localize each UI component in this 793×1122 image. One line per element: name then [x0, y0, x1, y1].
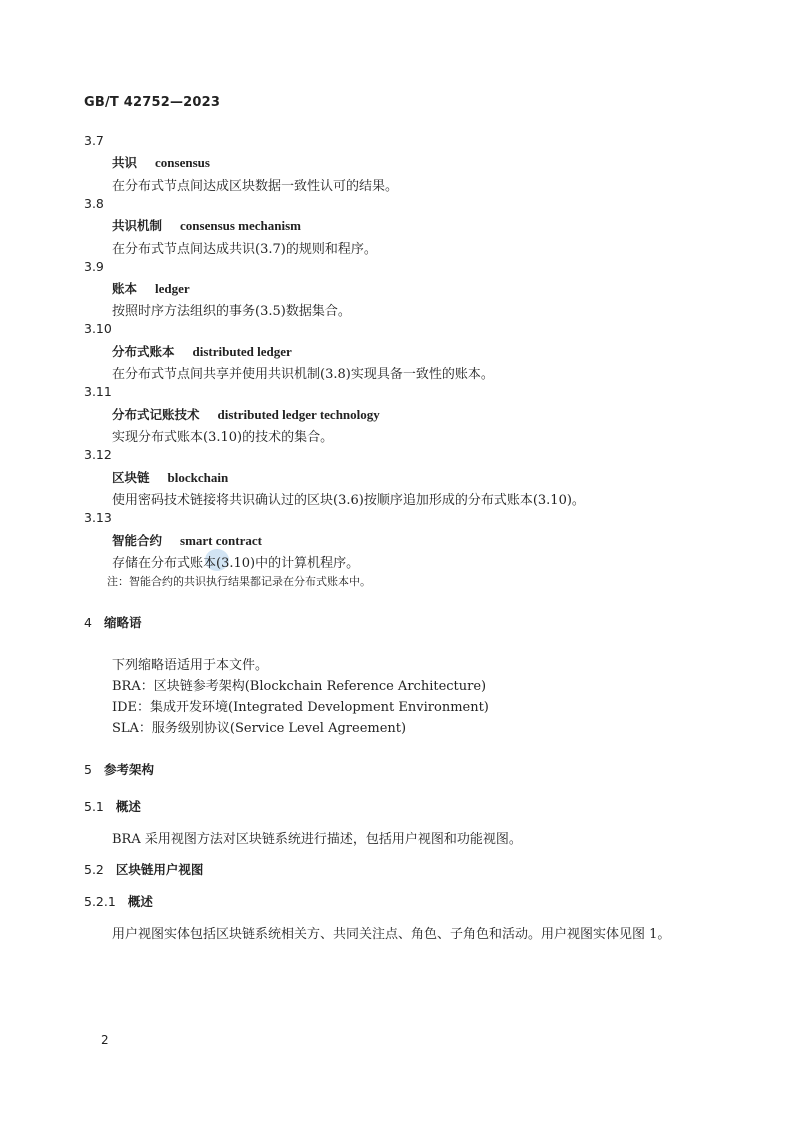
- term-entry: [112, 468, 228, 486]
- abbreviation-item: BRA：区块链参考架构(Blockchain Reference Architecture): [112, 679, 487, 694]
- clause-number: 3.9: [84, 259, 104, 274]
- subsection-heading: [84, 797, 141, 815]
- term-definition: 存储在分布式账本(3.10)中的计算机程序。: [112, 556, 360, 571]
- term-entry: [112, 342, 292, 360]
- page-number: 2: [101, 1033, 109, 1047]
- term-entry: [112, 153, 210, 171]
- clause-number: 3.10: [84, 321, 112, 336]
- term-definition: 在分布式节点间达成区块数据一致性认可的结果。: [112, 179, 399, 194]
- section-title: 参考架构: [103, 762, 154, 777]
- term-entry: [112, 216, 301, 234]
- section-heading: [84, 760, 154, 778]
- term-zh: 分布式记账技术: [112, 407, 200, 422]
- subsection-heading: [84, 860, 203, 878]
- term-zh: 分布式账本: [112, 344, 175, 359]
- term-en: distributed ledger technology: [217, 407, 380, 422]
- standard-header: GB/T 42752—2023: [84, 95, 221, 110]
- section-title: 概述: [127, 894, 153, 909]
- term-en: consensus: [155, 155, 210, 170]
- section-number: 4: [84, 615, 92, 630]
- term-zh: 共识: [112, 155, 138, 170]
- clause-number: 3.8: [84, 196, 104, 211]
- term-definition: 实现分布式账本(3.10)的技术的集合。: [112, 430, 334, 445]
- term-en: ledger: [155, 281, 190, 296]
- paragraph: BRA 采用视图方法对区块链系统进行描述，包括用户视图和功能视图。: [112, 832, 522, 847]
- term-zh: 共识机制: [112, 218, 163, 233]
- term-entry: [112, 279, 190, 297]
- term-zh: 账本: [112, 281, 138, 296]
- abbreviation-item: IDE：集成开发环境(Integrated Development Environment): [112, 700, 489, 715]
- note-text: 注：智能合约的共识执行结果都记录在分布式账本中。: [107, 575, 371, 588]
- clause-number: 3.7: [84, 133, 104, 148]
- section-number: 5: [84, 762, 92, 777]
- section-title: 缩略语: [103, 615, 142, 630]
- term-definition: 按照时序方法组织的事务(3.5)数据集合。: [112, 304, 351, 319]
- section-number: 5.2: [84, 862, 104, 877]
- term-en: distributed ledger: [192, 344, 292, 359]
- clause-number: 3.13: [84, 510, 112, 525]
- section-title: 概述: [115, 799, 141, 814]
- clause-number: 3.11: [84, 384, 112, 399]
- abbreviation-item: SLA：服务级别协议(Service Level Agreement): [112, 721, 407, 736]
- subsection-heading: [84, 892, 153, 910]
- clause-number: 3.12: [84, 447, 112, 462]
- term-en: consensus mechanism: [180, 218, 302, 233]
- term-zh: 区块链: [112, 470, 150, 485]
- term-definition: 在分布式节点间达成共识(3.7)的规则和程序。: [112, 242, 377, 257]
- section-heading: [84, 613, 141, 631]
- term-en: blockchain: [167, 470, 229, 485]
- section-title: 区块链用户视图: [115, 862, 204, 877]
- section-intro: 下列缩略语适用于本文件。: [112, 658, 269, 673]
- term-entry: [112, 405, 380, 423]
- term-en: smart contract: [180, 533, 262, 548]
- term-entry: [112, 531, 262, 549]
- term-zh: 智能合约: [112, 533, 163, 548]
- term-definition: 在分布式节点间共享并使用共识机制(3.8)实现具备一致性的账本。: [112, 367, 494, 382]
- section-number: 5.2.1: [84, 894, 116, 909]
- term-definition: 使用密码技术链接将共识确认过的区块(3.6)按顺序追加形成的分布式账本(3.10)。: [112, 493, 585, 508]
- paragraph: 用户视图实体包括区块链系统相关方、共同关注点、角色、子角色和活动。用户视图实体见图 1。: [112, 927, 671, 942]
- section-number: 5.1: [84, 799, 104, 814]
